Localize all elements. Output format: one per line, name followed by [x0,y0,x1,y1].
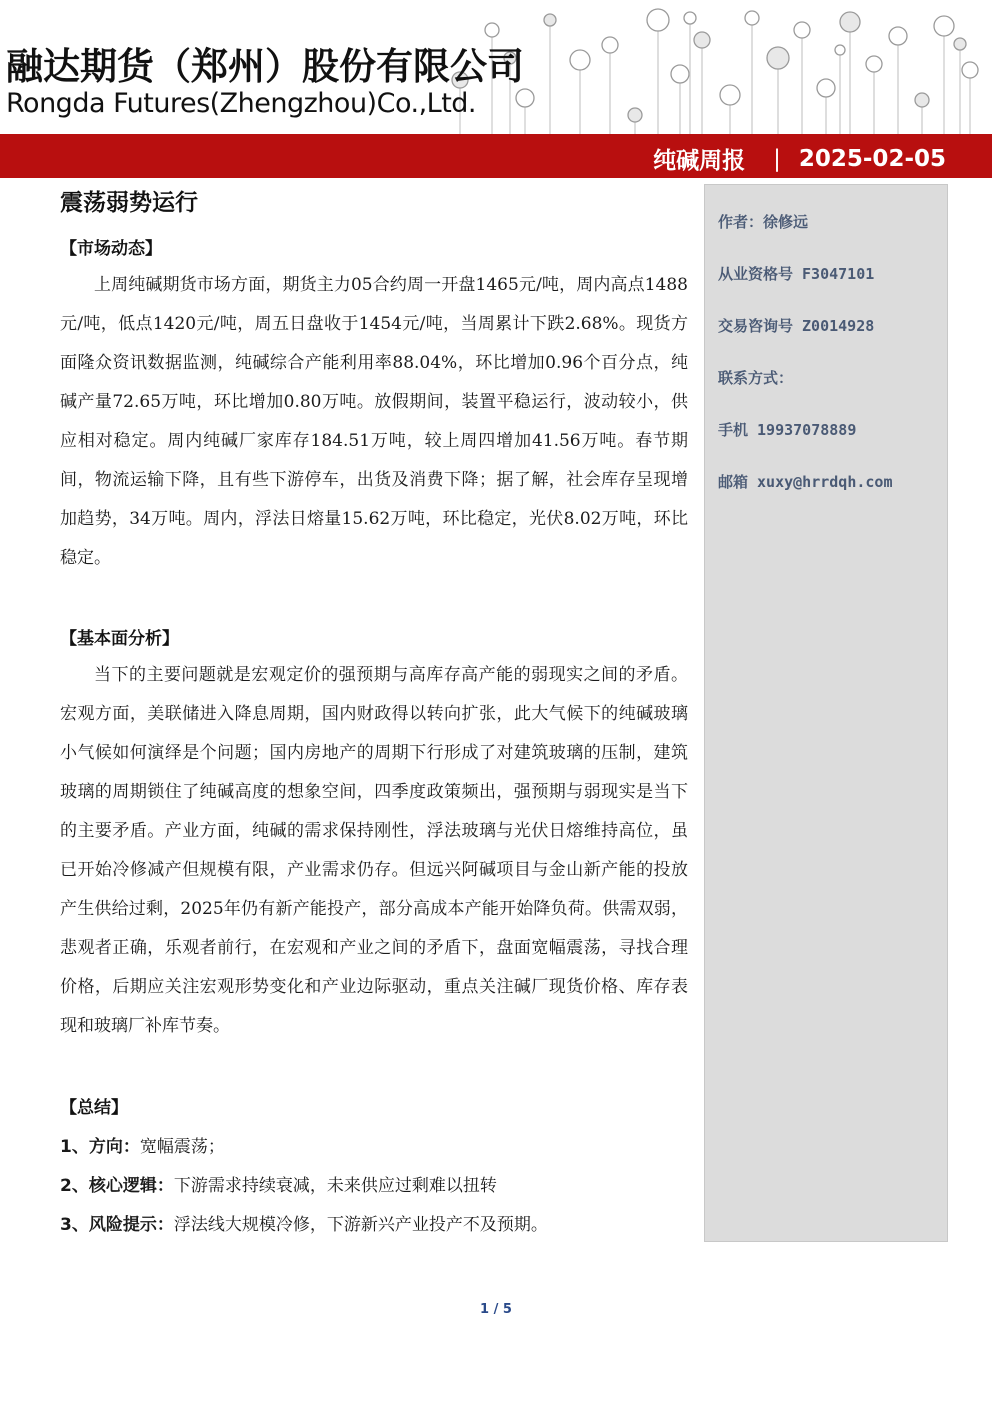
contact-label: 联系方式： [718,369,794,387]
summary-item [60,1171,497,1196]
summary-item [60,1132,225,1157]
decor-pin [745,11,759,134]
page-header [0,0,992,180]
phone: 手机 19937078889 [718,421,857,439]
decor-pin [647,9,669,134]
company-name-cn: 融达期货（郑州）股份有限公司 [6,45,524,88]
decor-pin [694,32,710,134]
summary-label: 风险提示： [88,1215,174,1235]
decor-pin [671,65,689,134]
summary-text: 浮法线大规模冷修，下游新兴产业投产不及预期。 [173,1215,548,1235]
decor-pin [570,50,590,134]
decor-pin [835,45,845,134]
decor-pin [934,16,954,134]
summary-label: 方向： [88,1137,140,1157]
report-type: 纯碱周报 [653,148,746,174]
decor-pin [915,93,929,134]
page-number: 1 / 5 [480,1302,512,1317]
fundamental-paragraph: 当下的主要问题就是宏观定价的强预期与高库存高产能的弱现实之间的矛盾。宏观方面，美联储进入降息周期，国内财政得以转向扩张，此大气候下的纯碱玻璃小气候如何演绎是个问题；国内房地产的周期下行形成了对建筑玻璃的压制，建筑玻璃的周期锁住了纯碱高度的想象空间，四季度政策频出，强预期与弱现实是当下的主要矛盾。产业方面，纯碱的需求保持刚性，浮法玻璃与光伏日熔维持高位，虽已开始冷修减产但规模有限，产业需求仍存。但远兴阿碱项目与金山新产能的投放产生供给过剩，2025年仍有新产能投产，部分高成本产能开始降负荷。供需双弱，悲观者正确，乐观者前行，在宏观和产业之间的矛盾下，盘面宽幅震荡，寻找合理价格，后期应关注宏观形势变化和产业边际驱动，重点关注碱厂现货价格、库存表现和玻璃厂补库节奏。 [60,665,688,1036]
decor-pin [794,22,810,134]
section-heading-market: 【市场动态】 [60,239,162,259]
summary-text: 宽幅震荡； [139,1137,225,1157]
consult-number: 交易咨询号 Z0014928 [718,317,875,335]
decor-pin [840,12,860,134]
summary-text: 下游需求持续衰减，未来供应过剩难以扭转 [173,1176,497,1196]
decor-pin [889,27,907,134]
report-info [653,142,946,175]
summary-num: 2、 [60,1176,89,1196]
section-heading-fundamental: 【基本面分析】 [60,629,179,649]
decor-pin [516,89,534,134]
market-paragraph: 上周纯碱期货市场方面，期货主力05合约周一开盘1465元/吨，周内高点1488元/吨，低点1420元/吨，周五日盘收于1454元/吨，当周累计下跌2.68%。现货方面隆众资讯数据监测，纯碱综合产能利用率88.04%，环比增加0.96个百分点，纯碱产量72.65万吨，环比增加0.80万吨。放假期间，装置平稳运行，波动较小，供应相对稳定。周内纯碱厂家库存184.51万吨，较上周四增加41.56万吨。春节期间，物流运输下降，且有些下游停车，出货及消费下降；据了解，社会库存呈现增加趋势，34万吨。周内，浮法日熔量15.62万吨，环比稳定，光伏8.02万吨，环比稳定。 [60,275,688,568]
license-number: 从业资格号 F3047101 [718,265,875,283]
decor-pin [954,38,966,134]
author: 作者：徐修远 [718,213,809,231]
decor-pin [544,14,556,134]
company-name-en: Rongda Futures(Zhengzhou)Co.,Ltd. [6,88,477,119]
decor-pin [962,62,978,134]
summary-num: 3、 [60,1215,89,1235]
decor-pin [628,108,642,134]
decor-pin [767,47,789,134]
report-separator: | [773,145,781,172]
decor-pin [602,37,618,134]
decor-pin [720,85,740,134]
decor-pin [866,56,882,134]
author-sidebar [704,184,948,1242]
summary-item [60,1210,548,1235]
email: 邮箱 xuxy@hrrdqh.com [718,473,893,491]
report-date: 2025-02-05 [798,145,946,172]
decor-pin [817,79,835,134]
report-title: 震荡弱势运行 [60,190,198,216]
section-heading-summary: 【总结】 [60,1098,128,1118]
summary-num: 1、 [60,1137,89,1157]
summary-label: 核心逻辑： [88,1176,174,1196]
